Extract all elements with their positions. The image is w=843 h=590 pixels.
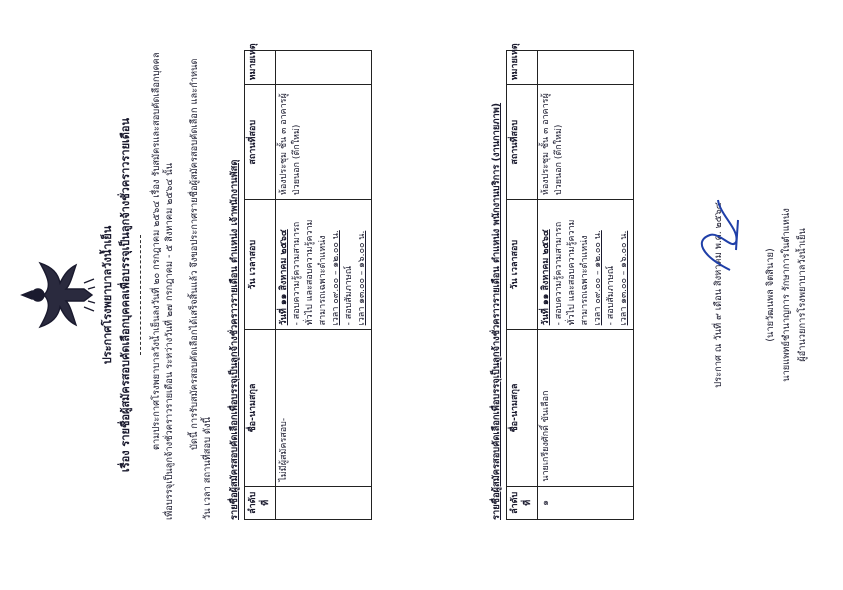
page-title: ประกาศโรงพยาบาลวังน้ำเย็น bbox=[101, 225, 114, 365]
exam-date: วันที่ ๑๑ สิงหาคม ๒๕๖๔ bbox=[541, 229, 552, 326]
exam-item-2: - สอบสัมภาษณ์ bbox=[606, 265, 617, 326]
cell-when bbox=[538, 200, 634, 330]
signatory-organization: ผู้อำนวยการโรงพยาบาลวังน้ำเย็น bbox=[797, 228, 808, 362]
header-no: ลำดับที่ bbox=[507, 486, 538, 519]
header-name: ชื่อ-นามสกุล bbox=[507, 330, 538, 486]
header-no: ลำดับที่ bbox=[245, 486, 276, 519]
header-when: วัน เวลาสอบ bbox=[507, 200, 538, 330]
header-place: สถานที่สอบ bbox=[507, 85, 538, 200]
exam-date: วันที่ ๑๑ สิงหาคม ๒๕๖๔ bbox=[279, 229, 290, 326]
cell-when bbox=[276, 200, 372, 330]
subject-line: เรื่อง รายชื่อผู้สมัครสอบคัดเลือกบุคคลเพื่อบรรจุเป็นลูกจ้างชั่วคราวรายเดือน bbox=[119, 117, 132, 473]
section1-table bbox=[244, 43, 372, 520]
exam-item-2: - สอบสัมภาษณ์ bbox=[344, 265, 355, 326]
cell-no bbox=[276, 486, 372, 519]
header-when: วัน เวลาสอบ bbox=[245, 200, 276, 330]
cell-name: นายเกรียงศักดิ์ ขันเลือก bbox=[538, 330, 634, 486]
garuda-emblem bbox=[18, 255, 96, 335]
signatory-name: (นายวัฒนพล จิตสินาย) bbox=[765, 248, 776, 342]
table-row bbox=[276, 51, 372, 520]
cell-place: ห้องประชุม ชั้น ๓ อาคารผู้ป่วยนอก (ตึกใหม่) bbox=[538, 85, 634, 200]
divider bbox=[140, 235, 141, 355]
announcement-paragraph: บัดนี้ การรับสมัครสอบคัดเลือกได้เสร็จสิ้นแล้ว จึงขอประกาศรายชื่อผู้สมัครสอบคัดเลือก และกำหนดวัน เวลา สถานที่สอบ ดังนี้ bbox=[189, 58, 214, 520]
cell-name: ไม่มีผู้สมัครสอบ- bbox=[276, 330, 372, 486]
table-header-row bbox=[245, 51, 276, 520]
exam-time-2: เวลา ๑๓.๐๐ – ๑๖.๐๐ น. bbox=[619, 230, 630, 326]
signature bbox=[690, 180, 750, 290]
signatory-position: นายแพทย์ชำนาญการ รักษาการในตำแหน่ง bbox=[781, 208, 792, 382]
exam-item-1: - สอบความรู้ความสามารถทั่วไป และสอบความรู้ความสามารถเฉพาะตำแหน่ง bbox=[292, 219, 329, 326]
header-name: ชื่อ-นามสกุล bbox=[245, 330, 276, 486]
exam-time-2: เวลา ๑๓.๐๐ – ๑๖.๐๐ น. bbox=[357, 230, 368, 326]
cell-no: ๑ bbox=[538, 486, 634, 519]
table-row bbox=[538, 51, 634, 520]
header-place: สถานที่สอบ bbox=[245, 85, 276, 200]
cell-note bbox=[538, 51, 634, 85]
header-note: หมายเหตุ bbox=[245, 51, 276, 85]
exam-time-1: เวลา ๐๙.๐๐ – ๑๒.๐๐ น. bbox=[593, 230, 604, 326]
section2-table bbox=[506, 43, 634, 520]
section1-caption: รายชื่อผู้สมัครสอบคัดเลือกเพื่อบรรจุเป็นลูกจ้างชั่วคราวรายเดือน ตำแหน่ง เจ้าพนักงานพัสดุ bbox=[229, 159, 240, 520]
header-note: หมายเหตุ bbox=[507, 51, 538, 85]
section2-caption: รายชื่อผู้สมัครสอบคัดเลือกเพื่อบรรจุเป็นลูกจ้างชั่วคราวรายเดือน ตำแหน่ง พนักงานบริการ (งานกายภาพ) bbox=[491, 102, 502, 520]
intro-paragraph: ตามประกาศโรงพยาบาลวังน้ำเย็นลงวันที่ ๒๐ กรกฎาคม ๒๕๖๔ เรื่อง รับสมัครและสอบคัดเลือกบุคคลเพื่อบรรจุเป็นลูกจ้างชั่วคราวรายเดือน ระหว่างวันที่ ๒๗ กรกฎาคม - ๕ สิงหาคม ๒๕๖๔ นั้น bbox=[151, 52, 176, 520]
exam-item-1: - สอบความรู้ความสามารถทั่วไป และสอบความรู้ความสามารถเฉพาะตำแหน่ง bbox=[554, 219, 591, 326]
cell-note bbox=[276, 51, 372, 85]
announce-date: ประกาศ ณ วันที่ ๙ เดือน สิงหาคม พ.ศ. ๒๕๖๔ bbox=[713, 202, 724, 388]
table-header-row bbox=[507, 51, 538, 520]
cell-place: ห้องประชุม ชั้น ๓ อาคารผู้ป่วยนอก (ตึกใหม่) bbox=[276, 85, 372, 200]
exam-time-1: เวลา ๐๙.๐๐ – ๑๒.๐๐ น. bbox=[331, 230, 342, 326]
